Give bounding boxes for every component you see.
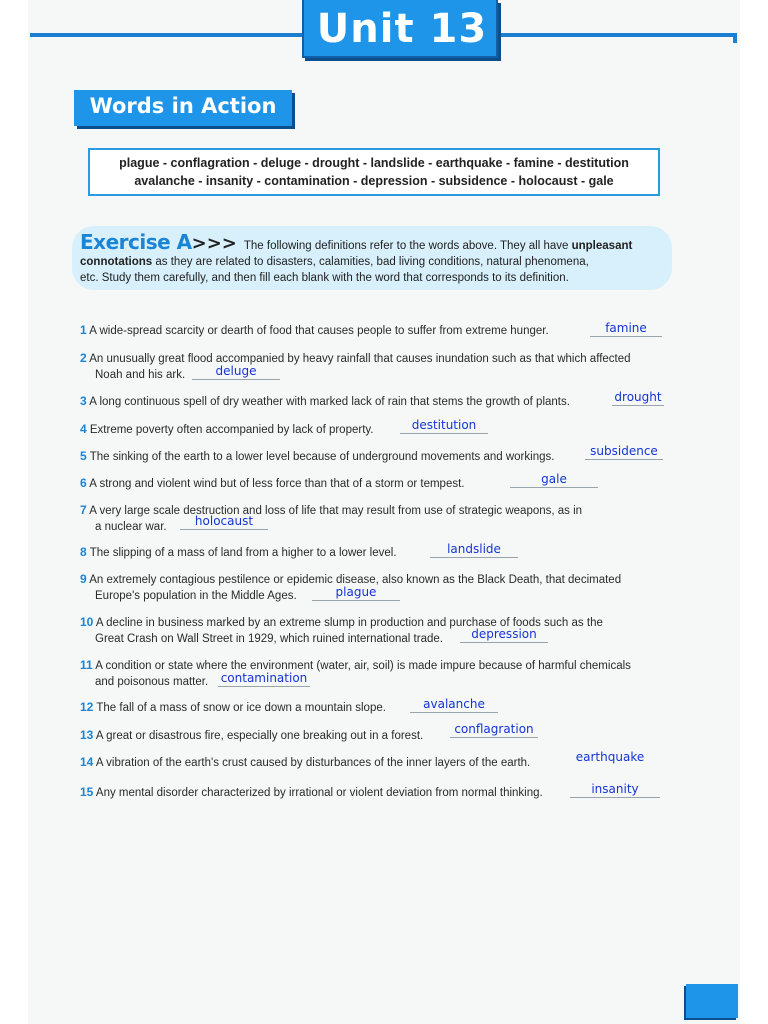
item-number: 7 [80, 503, 87, 517]
header-rule-cap [733, 33, 737, 43]
answer-blank[interactable]: avalanche [410, 697, 498, 713]
item-number: 9 [80, 572, 87, 586]
item-number: 13 [80, 728, 94, 742]
item-text: The fall of a mass of snow or ice down a mountain slope. [96, 702, 386, 714]
item-number: 4 [80, 422, 87, 436]
item-text: A great or disastrous fire, especially one breaking out in a forest. [95, 730, 424, 742]
item-number: 10 [80, 615, 94, 629]
answer-blank[interactable]: gale [510, 472, 598, 488]
answer-blank[interactable]: deluge [192, 364, 280, 380]
unit-tab [302, 0, 498, 58]
definition-item [80, 421, 373, 438]
exercise-label: Exercise A [80, 230, 192, 254]
item-number: 1 [80, 323, 87, 337]
item-text: The sinking of the earth to a lower level because of underground movements and workings. [89, 451, 555, 463]
item-number: 15 [80, 785, 94, 799]
item-number: 6 [80, 476, 87, 490]
item-text: A decline in business marked by an extreme slump in production and purchase of foods such as the [95, 617, 603, 629]
item-text-continued: a nuclear war. [95, 521, 167, 533]
item-number: 12 [80, 700, 94, 714]
item-text-continued: Noah and his ark. [95, 369, 186, 381]
exercise-arrows: >>> [191, 233, 237, 254]
answer-blank[interactable]: plague [312, 585, 400, 601]
definition-item [80, 754, 530, 771]
item-text: A wide-spread scarcity or dearth of food that causes people to suffer from extreme hunger. [89, 325, 549, 337]
item-number: 8 [80, 545, 87, 559]
definition-item [80, 350, 631, 383]
item-number: 2 [80, 351, 87, 365]
exercise-emphasis-2: connotations [80, 256, 153, 268]
exercise-instructions [72, 226, 672, 290]
item-text: A vibration of the earth's crust caused by disturbances of the inner layers of the earth. [95, 757, 531, 769]
answer-blank[interactable]: depression [460, 627, 548, 643]
item-text: The slipping of a mass of land from a higher to a lower level. [89, 547, 397, 559]
page-corner-tab [686, 984, 738, 1018]
item-text: A condition or state where the environment (water, air, soil) is made impure because of harmful chemicals [95, 660, 631, 672]
item-text: A strong and violent wind but of less force than that of a storm or tempest. [89, 478, 465, 490]
item-text-continued: and poisonous matter. [95, 676, 209, 688]
definition-item [80, 475, 464, 492]
definition-item [80, 699, 386, 716]
item-number: 14 [80, 755, 94, 769]
item-text-continued: Europe's population in the Middle Ages. [95, 590, 297, 602]
exercise-emphasis-1: unpleasant [571, 240, 633, 252]
item-text-continued: Great Crash on Wall Street in 1929, which ruined international trade. [95, 633, 443, 645]
item-text: Extreme poverty often accompanied by lack of property. [89, 424, 374, 436]
item-number: 11 [80, 658, 93, 672]
definition-item [80, 322, 549, 339]
exercise-text [80, 230, 670, 286]
unit-title: Unit 13 [316, 6, 488, 52]
exercise-intro-b: as they are related to disasters, calamities, bad living conditions, natural phenomena, [152, 256, 589, 268]
item-number: 3 [80, 394, 87, 408]
exercise-intro-a: The following definitions refer to the words above. They all have [243, 240, 572, 252]
answer-blank[interactable]: drought [612, 390, 664, 406]
word-list-box [88, 148, 660, 196]
definition-item [80, 657, 631, 690]
item-text: A long continuous spell of dry weather with marked lack of rain that stems the growth of plants. [89, 396, 570, 408]
definition-item [80, 727, 423, 744]
answer-blank[interactable]: holocaust [180, 514, 268, 530]
word-list-line-1: plague - conflagration - deluge - drought - landslide - earthquake - famine - destitution [119, 156, 629, 170]
item-text: Any mental disorder characterized by irrational or violent deviation from normal thinking. [95, 787, 543, 799]
item-text: A very large scale destruction and loss of life that may result from use of strategic weapons, as in [89, 505, 583, 517]
answer-blank[interactable]: famine [590, 321, 662, 337]
answer-blank[interactable]: conflagration [450, 722, 538, 738]
definition-item [80, 502, 582, 535]
exercise-intro-c: etc. Study them carefully, and then fill each blank with the word that corresponds to its definition. [80, 272, 569, 284]
answer-blank[interactable]: contamination [218, 671, 310, 687]
item-text: An unusually great flood accompanied by heavy rainfall that causes inundation such as that which affected [89, 353, 631, 365]
definition-item [80, 544, 397, 561]
definition-item [80, 784, 543, 801]
answer-blank[interactable]: insanity [570, 782, 660, 798]
section-tab [74, 90, 292, 126]
answer-blank[interactable]: destitution [400, 418, 488, 434]
answer-blank[interactable]: earthquake [575, 750, 645, 764]
definition-item [80, 393, 570, 410]
item-text: An extremely contagious pestilence or epidemic disease, also known as the Black Death, that decimated [89, 574, 622, 586]
section-title: Words in Action [89, 94, 277, 118]
item-number: 5 [80, 449, 87, 463]
definition-item [80, 448, 554, 465]
word-list-line-2: avalanche - insanity - contamination - depression - subsidence - holocaust - gale [134, 174, 614, 188]
answer-blank[interactable]: landslide [430, 542, 518, 558]
answer-blank[interactable]: subsidence [585, 444, 663, 460]
